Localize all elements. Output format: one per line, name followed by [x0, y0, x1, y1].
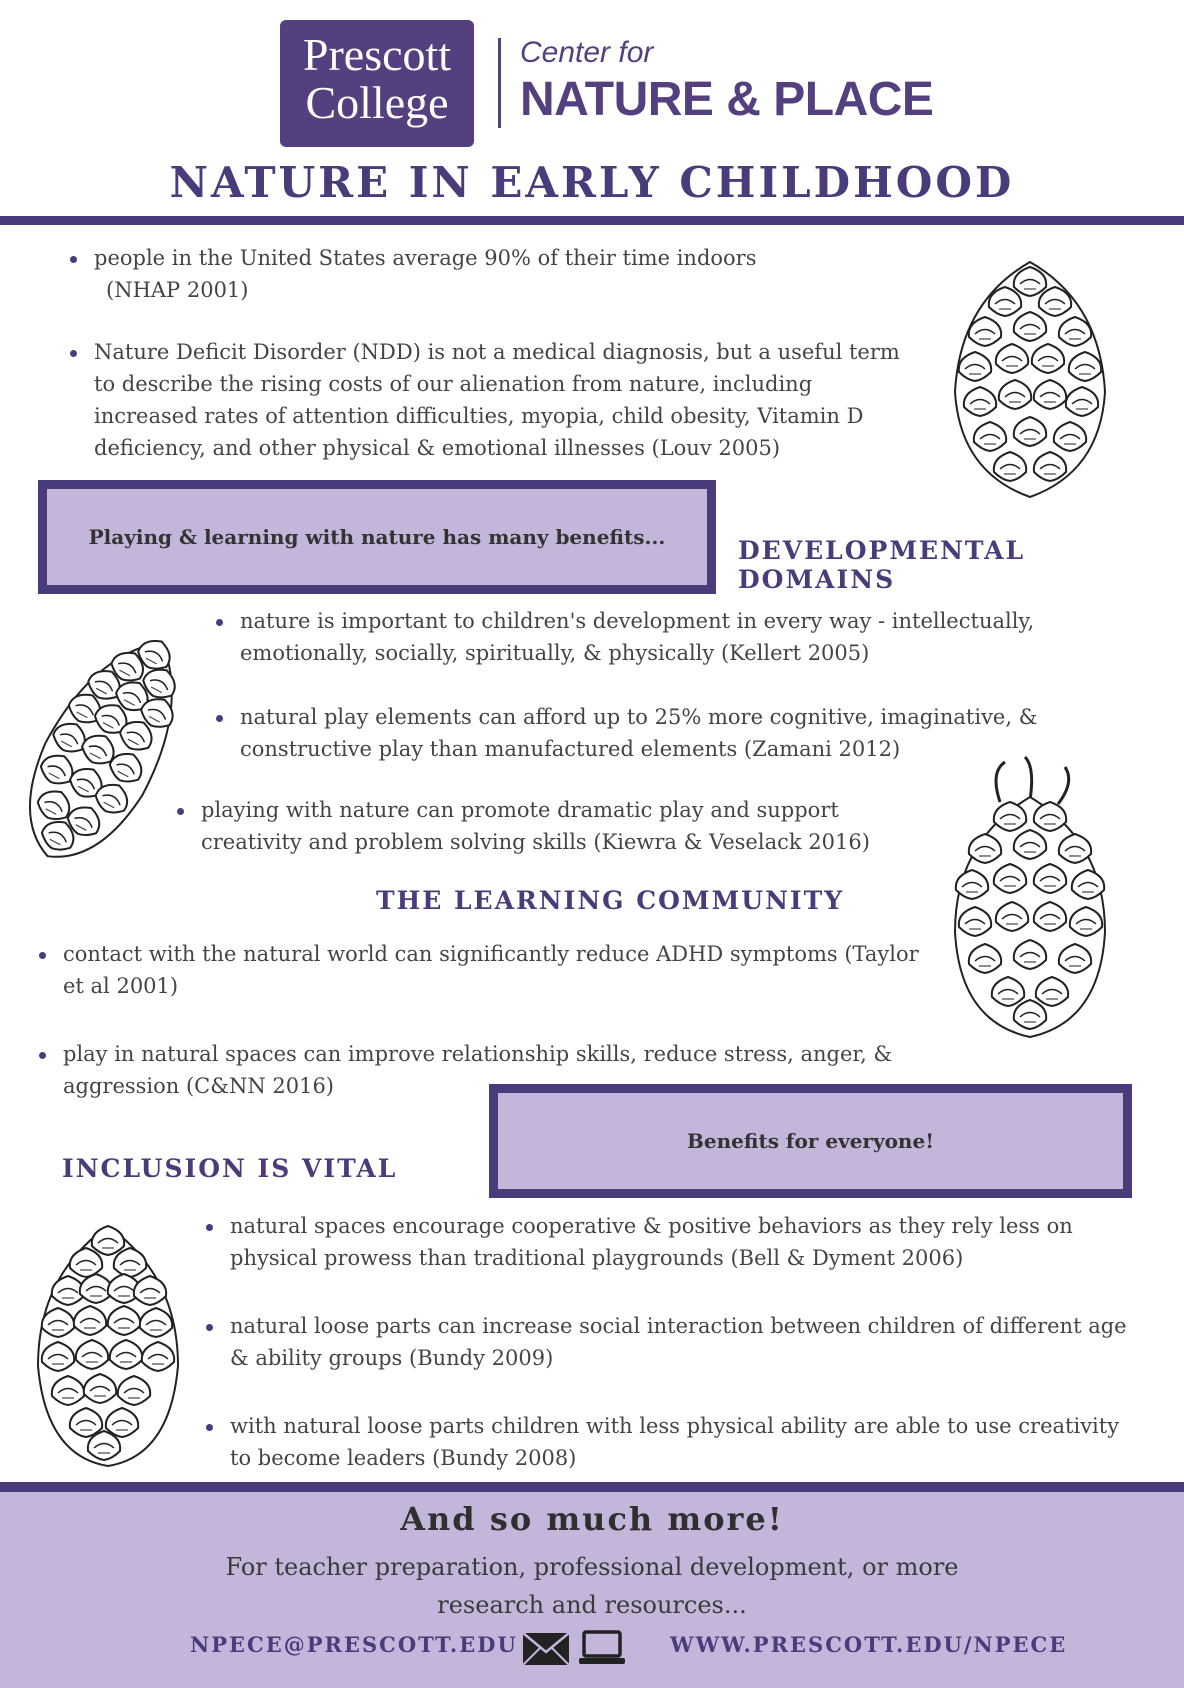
list-item-text: natural loose parts can increase social interaction between children of different age & ability groups (Bundy 2009) [230, 1314, 1127, 1370]
list-item [201, 794, 921, 858]
list-item-text: with natural loose parts children with less physical ability are able to use creativity to become leaders (Bundy 2008) [230, 1414, 1120, 1470]
footer-body [0, 1548, 1184, 1624]
pinecone-icon [18, 622, 188, 877]
list-item [94, 274, 914, 306]
developmental-list-continued [201, 794, 921, 858]
prescott-college-logo [280, 20, 474, 147]
list-item [230, 1210, 1140, 1274]
center-for-label: Center for [520, 36, 654, 69]
email-link[interactable]: NPECE@PRESCOTT.EDU [190, 1632, 518, 1657]
list-item [230, 1410, 1140, 1474]
bullet-dot [39, 952, 46, 959]
list-item [240, 605, 1100, 669]
developmental-domains-heading: DEVELOPMENTAL DOMAINS [738, 536, 1026, 594]
benefits-banner-label: Playing & learning with nature has many benefits... [88, 525, 666, 549]
learning-community-heading: THE LEARNING COMMUNITY [376, 886, 845, 915]
bullet-dot [216, 619, 223, 626]
benefits-everyone-label: Benefits for everyone! [687, 1129, 934, 1153]
footer-line-1: For teacher preparation, professional development, or more [225, 1553, 959, 1581]
footer-line-2: research and resources... [437, 1591, 747, 1619]
pinecone-icon [940, 252, 1120, 502]
list-item-text: natural spaces encourage cooperative & positive behaviors as they rely less on physical prowess than traditional playgrounds (Bell & Dyment 2006) [230, 1214, 1073, 1270]
intro-list [94, 242, 914, 464]
list-item [94, 336, 914, 464]
footer-title: And so much more! [400, 1500, 784, 1538]
bullet-dot [206, 1324, 213, 1331]
logo-line-1: Prescott [302, 29, 452, 80]
list-item-text: nature is important to children's development in every way - intellectually, emotionally, socially, spiritually, & physically (Kellert 2005) [240, 609, 1035, 665]
page-title: NATURE IN EARLY CHILDHOOD [169, 158, 1015, 207]
bullet-dot [216, 715, 223, 722]
bullet-dot [206, 1424, 213, 1431]
list-item-text: play in natural spaces can improve relationship skills, reduce stress, anger, & aggression (C&NN 2016) [63, 1042, 893, 1098]
pinecone-icon [940, 752, 1120, 1042]
pinecone-icon [28, 1216, 188, 1476]
benefits-everyone-banner [489, 1084, 1132, 1198]
bullet-dot [70, 256, 77, 263]
citation-text: (NHAP 2001) [106, 278, 249, 302]
title-divider [0, 216, 1184, 225]
benefits-banner [38, 480, 716, 594]
list-item [63, 938, 943, 1002]
list-item-text: natural play elements can afford up to 25% more cognitive, imaginative, & constructive play than manufactured elements (Zamani 2012) [240, 705, 1038, 761]
inclusion-heading: INCLUSION IS VITAL [62, 1154, 398, 1183]
list-item [94, 242, 914, 274]
learning-list [63, 938, 943, 1102]
logo-line-2: College [305, 77, 449, 128]
list-item-text: people in the United States average 90% of their time indoors [94, 246, 757, 270]
list-item-text: contact with the natural world can significantly reduce ADHD symptoms (Taylor et al 2001) [63, 942, 919, 998]
list-item-text: Nature Deficit Disorder (NDD) is not a medical diagnosis, but a useful term to describe the rising costs of our alienation from nature, including increased rates of attention difficulties, myopia, child obesity, Vitamin D deficiency, and other physical & emotional illnesses (Louv 2005) [94, 340, 900, 460]
developmental-list [240, 605, 1100, 765]
website-link[interactable]: WWW.PRESCOTT.EDU/NPECE [670, 1632, 1068, 1657]
list-item-text: playing with nature can promote dramatic play and support creativity and problem solving skills (Kiewra & Veselack 2016) [201, 798, 870, 854]
nature-place-label: NATURE & PLACE [520, 73, 934, 126]
footer-divider [0, 1482, 1184, 1492]
bullet-dot [70, 350, 77, 357]
inclusion-list [230, 1210, 1140, 1474]
bullet-dot [39, 1052, 46, 1059]
logo-divider [498, 38, 501, 128]
bullet-dot [177, 808, 184, 815]
envelope-icon [522, 1632, 570, 1666]
bullet-dot [206, 1224, 213, 1231]
laptop-icon [578, 1630, 626, 1666]
list-item [230, 1310, 1140, 1374]
